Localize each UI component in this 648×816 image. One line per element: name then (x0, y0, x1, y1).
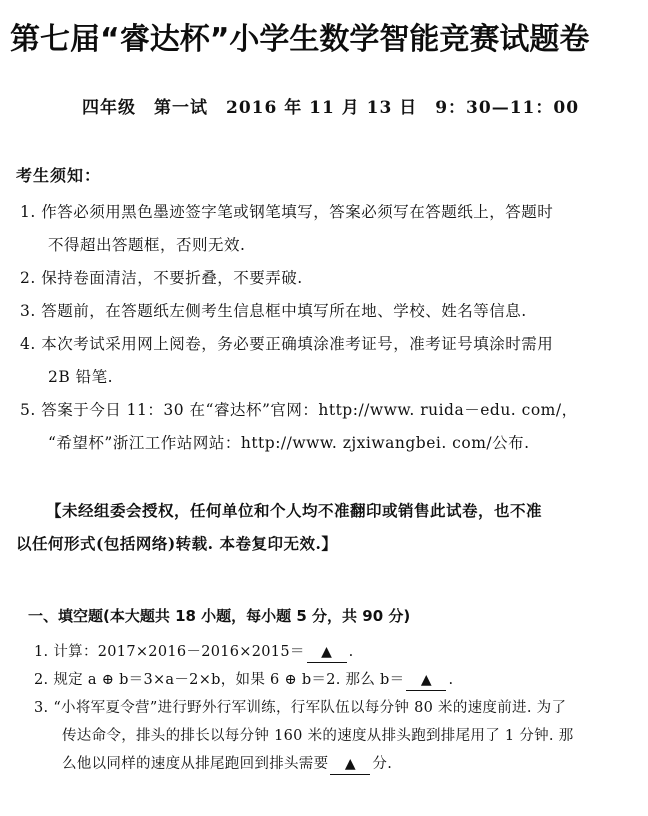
question-text: . (348, 644, 354, 660)
question-line (34, 750, 634, 778)
question-item (34, 666, 634, 694)
triangle-icon: ▲ (321, 644, 333, 660)
question-item (34, 694, 634, 778)
notice-item (20, 295, 640, 328)
triangle-icon: ▲ (344, 756, 356, 772)
notice-item (20, 196, 640, 262)
warning-line: 以任何形式(包括网络)转载. 本卷复印无效.】 (16, 534, 338, 553)
notice-line: 4. 本次考试采用网上阅卷，务必要正确填涂准考证号，准考证号填涂时需用 (20, 335, 554, 353)
copyright-warning (16, 494, 636, 560)
answer-blank[interactable] (307, 642, 347, 663)
notice-line: 2B 铅笔. (48, 368, 114, 386)
exam-subtitle: 四年级 第一试 2016 年 11 月 13 日 9：30—11：00 (82, 98, 580, 118)
notice-line: 2. 保持卷面清洁，不要折叠，不要弄破. (20, 269, 303, 287)
answer-blank[interactable] (406, 670, 446, 691)
exam-title: 第七届“睿达杯”小学生数学智能竞赛试题卷 (10, 22, 590, 57)
question-text: 3. “小将军夏令营”进行野外行军训练，行军队伍以每分钟 80 米的速度前进. 为了 (34, 700, 567, 716)
warning-line: 【未经组委会授权，任何单位和个人均不准翻印或销售此试卷，也不准 (46, 501, 543, 520)
question-text: 传达命令，排头的排长以每分钟 160 米的速度从排头跑到排尾用了 1 分钟. 那 (62, 728, 574, 744)
question-text: 2. 规定 a ⊕ b＝3×a－2×b，如果 6 ⊕ b＝2. 那么 b＝ (34, 672, 405, 688)
answer-blank[interactable] (330, 754, 370, 775)
question-text: 分. (372, 756, 393, 772)
notice-heading: 考生须知： (16, 166, 102, 185)
triangle-icon: ▲ (420, 672, 432, 688)
notice-list (20, 196, 640, 460)
question-list (34, 638, 634, 778)
question-text: 么他以同样的速度从排尾跑回到排头需要 (62, 756, 329, 772)
question-text: . (448, 672, 454, 688)
notice-line: 3. 答题前，在答题纸左侧考生信息框中填写所在地、学校、姓名等信息. (20, 302, 527, 320)
question-item (34, 638, 634, 666)
notice-item (20, 262, 640, 295)
notice-line: 5. 答案于今日 11：30 在“睿达杯”官网：http://www. ruida－edu. com/， (20, 401, 578, 419)
notice-line: 1. 作答必须用黑色墨迹签字笔或钢笔填写，答案必须写在答题纸上，答题时 (20, 203, 554, 221)
notice-item (20, 394, 640, 460)
section-heading: 一、填空题(本大题共 18 小题，每小题 5 分，共 90 分) (28, 607, 411, 625)
question-text: 1. 计算：2017×2016－2016×2015＝ (34, 644, 305, 660)
notice-item (20, 328, 640, 394)
notice-line: 不得超出答题框，否则无效. (48, 236, 246, 254)
notice-line: “希望杯”浙江工作站网站：http://www. zjxiwangbei. com/公布. (48, 434, 530, 452)
